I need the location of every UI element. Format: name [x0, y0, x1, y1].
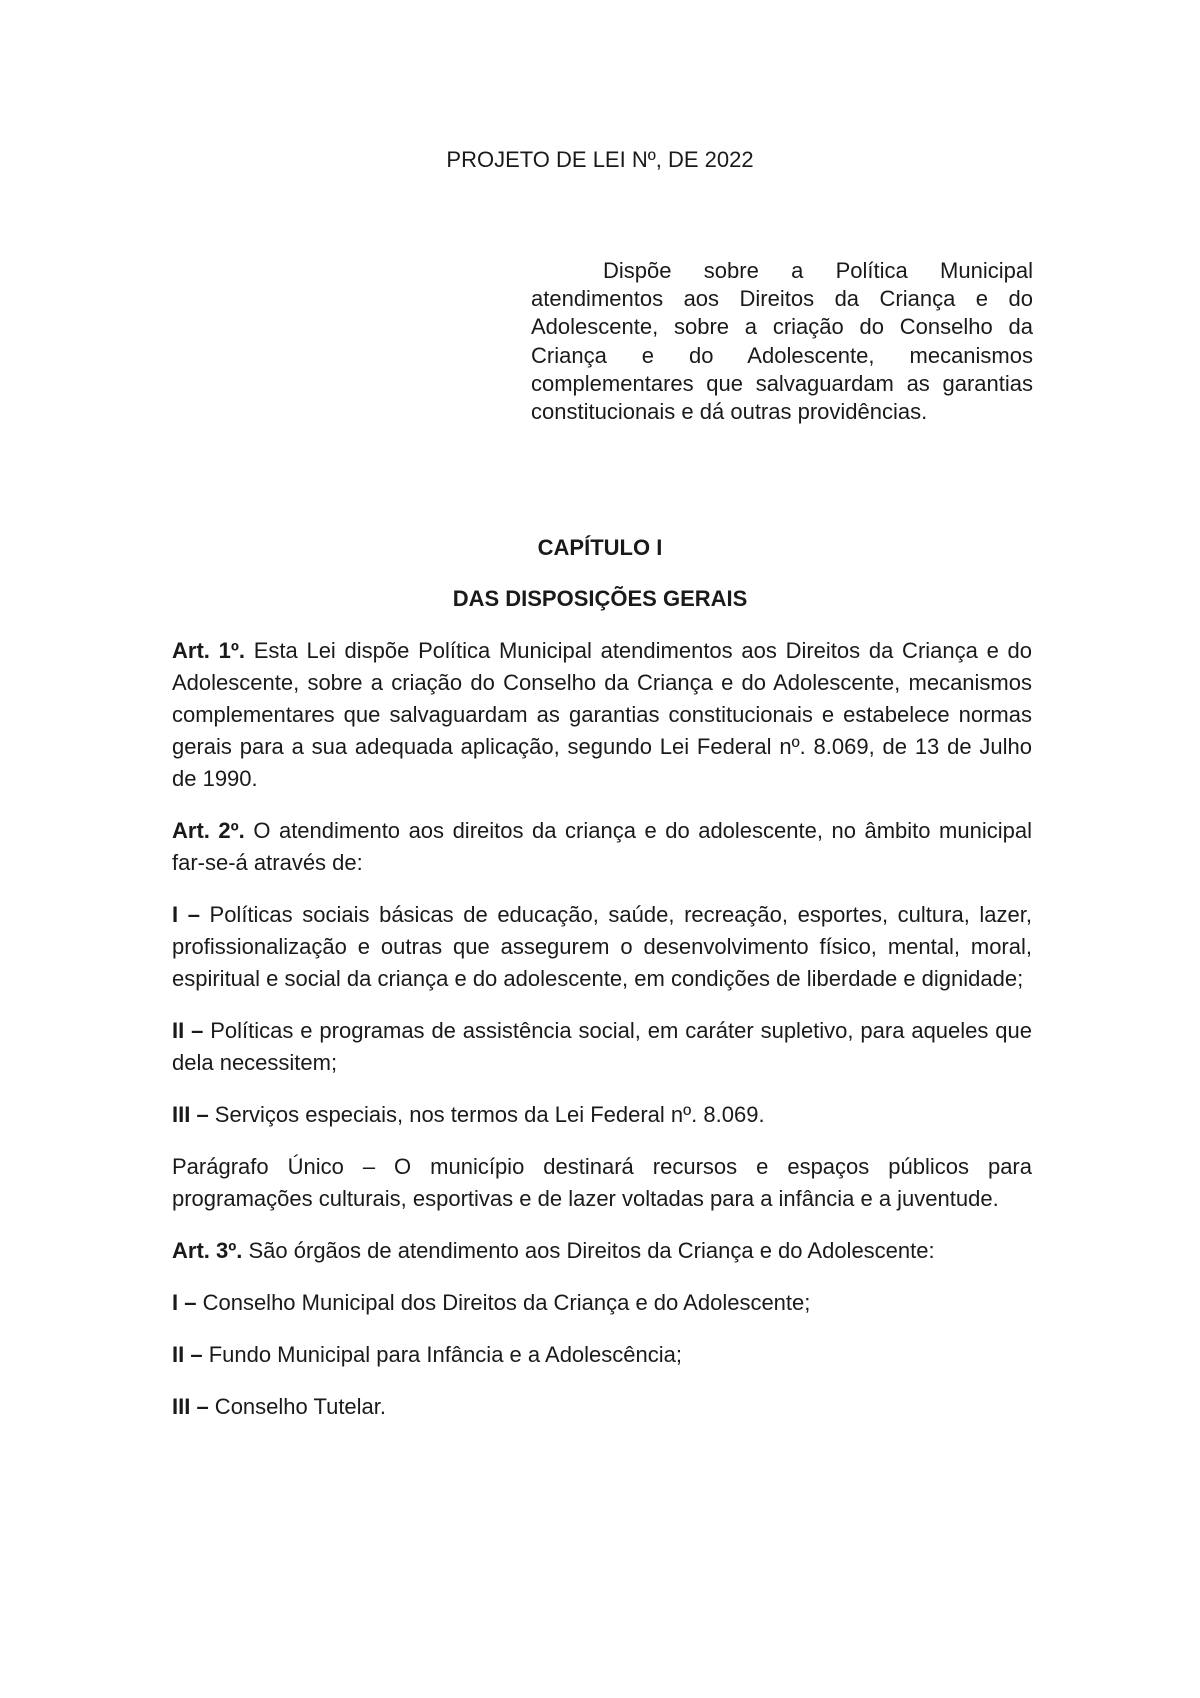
item-label: I –: [172, 1290, 197, 1315]
article-3-item-ii: [172, 1339, 1032, 1371]
item-label: III –: [172, 1394, 209, 1419]
article-2: [172, 815, 1032, 879]
item-text: Fundo Municipal para Infância e a Adolescência;: [202, 1342, 682, 1367]
item-text: Políticas sociais básicas de educação, saúde, recreação, esportes, cultura, lazer, profissionalização e outras que assegurem o desenvolvimento físico, mental, moral, espiritual e social da criança e do adolescente, em condições de liberdade e dignidade;: [172, 902, 1032, 991]
chapter-title: DAS DISPOSIÇÕES GERAIS: [452, 586, 748, 611]
item-text: Políticas e programas de assistência social, em caráter supletivo, para aqueles que dela necessitem;: [172, 1018, 1032, 1075]
article-text: São órgãos de atendimento aos Direitos da Criança e do Adolescente:: [242, 1238, 935, 1263]
document-title: PROJETO DE LEI Nº, DE 2022: [446, 147, 754, 172]
item-label: III –: [172, 1102, 209, 1127]
article-3: [172, 1235, 1032, 1267]
item-label: II –: [172, 1342, 203, 1367]
article-text: Esta Lei dispõe Política Municipal atendimentos aos Direitos da Criança e do Adolescente, sobre a criação do Conselho da Criança e do Adolescente, mecanismos complementares que salvaguardam as garantias constitucionais e estabelece normas gerais para a sua adequada aplicação, segundo Lei Federal nº. 8.069, de 13 de Julho de 1990.: [172, 638, 1032, 791]
article-label: Art. 1º.: [172, 638, 245, 663]
article-2-item-ii: [172, 1015, 1032, 1079]
item-label: I –: [172, 902, 200, 927]
article-text: O atendimento aos direitos da criança e do adolescente, no âmbito municipal far-se-á através de:: [172, 818, 1032, 875]
paragrafo-unico: [172, 1151, 1032, 1215]
article-3-item-i: [172, 1287, 1032, 1319]
document-body: [172, 635, 1032, 1443]
article-2-item-iii: [172, 1099, 1032, 1131]
item-text: Serviços especiais, nos termos da Lei Federal nº. 8.069.: [208, 1102, 765, 1127]
item-text: Conselho Municipal dos Direitos da Criança e do Adolescente;: [196, 1290, 811, 1315]
article-2-item-i: [172, 899, 1032, 995]
article-3-item-iii: [172, 1391, 1032, 1423]
paragraph-text: Parágrafo Único – O município destinará recursos e espaços públicos para programações culturais, esportivas e de lazer voltadas para a infância e a juventude.: [172, 1154, 1032, 1211]
article-label: Art. 2º.: [172, 818, 245, 843]
article-1: [172, 635, 1032, 795]
ementa: Dispõe sobre a Política Municipal atendimentos aos Direitos da Criança e do Adolescente, sobre a criação do Conselho da Criança e do Adolescente, mecanismos complementares que salvaguardam as garantias constitucionais e dá outras providências.: [531, 258, 1033, 425]
item-text: Conselho Tutelar.: [208, 1394, 387, 1419]
item-label: II –: [172, 1018, 204, 1043]
article-label: Art. 3º.: [172, 1238, 243, 1263]
chapter-number: CAPÍTULO I: [537, 535, 663, 560]
